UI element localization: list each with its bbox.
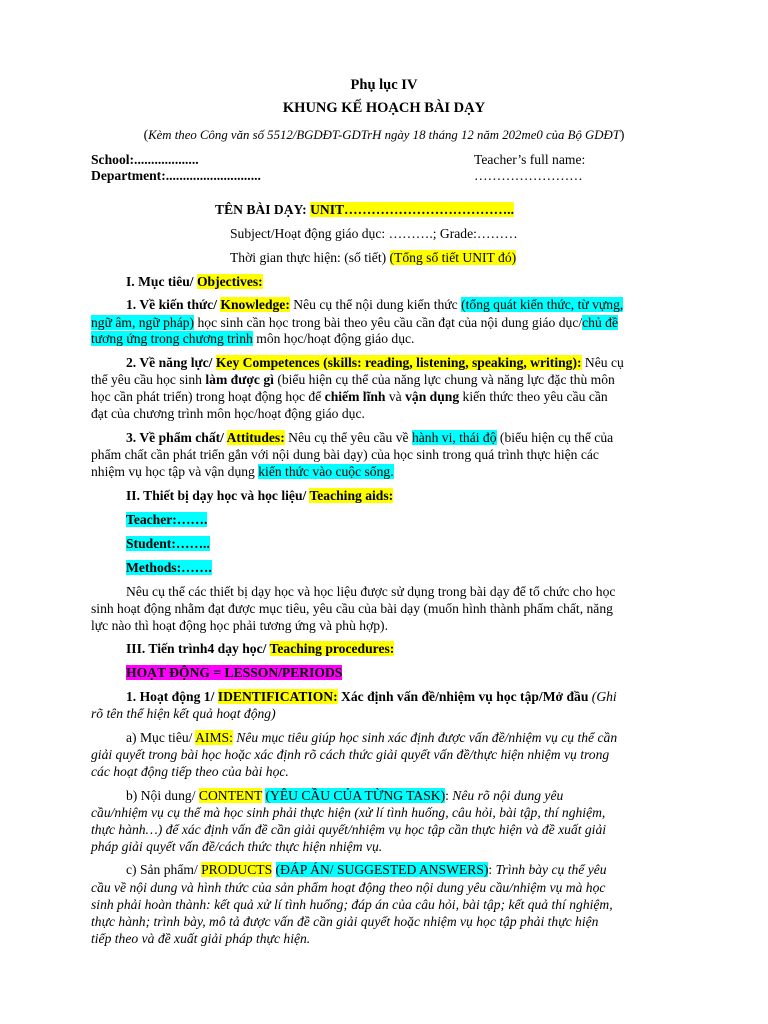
products-line-1: c) Sản phẩm/ PRODUCTS (ĐÁP ÁN/ SUGGESTED ANSWERS): Trình bày cụ thể yêu [126, 862, 607, 877]
school-field: School:................... [91, 152, 199, 167]
aims-line-3: các hoạt động tiếp theo của bài học. [91, 764, 289, 779]
competences-line-3: học cần phát triển) trong hoạt động học để chiếm lĩnh và vận dụng kiến thức theo yêu cầu cần [91, 389, 608, 404]
attitudes-line-1: 3. Về phẩm chất/ Attitudes: Nêu cụ thể yêu cầu về hành vi, thái độ (biểu hiện cụ thể của [126, 430, 614, 445]
attitudes-line-2: phẩm chất cần phát triển gắn với nội dung bài dạy) của học sinh trong quá trình thực hiện các [91, 447, 599, 462]
department-field: Department:............................ [91, 168, 261, 183]
activity1-line-2: rõ tên thể hiện kết quả hoạt động) [91, 706, 276, 721]
products-line-3: sinh phải hoàn thành: kết quả xử lí tình huống; đáp án của câu hỏi, bài tập; kết quả thí nghiệm, [91, 897, 613, 912]
products-line-2: cầu về nội dung và hình thức của sản phẩm hoạt động theo nội dung yêu cầu/nhiệm vụ mà học [91, 880, 606, 895]
teacher-name-label: Teacher’s full name: [474, 152, 586, 167]
knowledge-line-1: 1. Về kiến thức/ Knowledge: Nêu cụ thể nội dung kiến thức (tổng quát kiến thức, từ vựng, [126, 297, 624, 312]
content-line-2: cầu/nhiệm vụ cụ thể mà học sinh phải thực hiện (xử lí tình huống, câu hỏi, bài tập, thí nghiệm, [91, 805, 606, 820]
aids-desc-line-2: sinh hoạt động nhằm đạt được mục tiêu, yêu cầu của bài dạy (muốn hình thành phẩm chất, năng [91, 601, 613, 616]
section-teaching-aids: II. Thiết bị dạy học và học liệu/ Teaching aids: [126, 488, 394, 503]
content-line-1: b) Nội dung/ CONTENT (YÊU CẦU CỦA TỪNG TASK): Nêu rõ nội dung yêu [126, 788, 564, 803]
activity-periods-banner: HOẠT ĐỘNG = LESSON/PERIODS [126, 665, 343, 680]
aids-desc-line-1: Nêu cụ thể các thiết bị dạy học và học liệu được sử dụng trong bài dạy để tổ chức cho học [126, 584, 616, 599]
section-objectives: I. Mục tiêu/ Objectives: [126, 274, 263, 289]
products-line-5: tiếp theo và đề xuất giải pháp thực hiện. [91, 931, 311, 946]
aims-line-2: giải quyết trong bài học hoặc xác định rõ cách thức giải quyết vấn đề/thực hiện nhiệm vụ trong [91, 747, 610, 762]
aims-line-1: a) Mục tiêu/ AIMS: Nêu mục tiêu giúp học sinh xác định được vấn đề/nhiệm vụ cụ thể cần [126, 730, 618, 745]
knowledge-line-2: ngữ âm, ngữ pháp) học sinh cần học trong bài theo yêu cầu cần đạt của nội dung giáo dục/chủ đề [91, 315, 618, 330]
document-subtitle: (Kèm theo Công văn số 5512/BGDĐT-GDTrH ngày 18 tháng 12 năm 202me0 của Bộ GDĐT) [143, 127, 625, 142]
appendix-label: Phụ lục IV [350, 77, 418, 93]
content-line-3: thực hành…) để xác định vấn đề cần giải quyết/nhiệm vụ học tập cần thực hiện và đề xuất giải [91, 822, 607, 837]
attitudes-line-3: nhiệm vụ học tập và vận dụng kiến thức vào cuộc sống. [91, 464, 394, 479]
subject-grade-line: Subject/Hoạt động giáo dục: ……….; Grade:……… [230, 226, 518, 241]
competences-line-2: thể yêu cầu học sinh làm được gì (biểu hiện cụ thể của năng lực chung và năng lực đặc thù môn [91, 372, 615, 387]
content-line-4: pháp giải quyết vấn đề/cách thức thực hiện nhiệm vụ. [91, 839, 383, 854]
knowledge-line-3: tương ứng trong chương trình môn học/hoạt động giáo dục. [91, 331, 415, 346]
competences-line-1: 2. Về năng lực/ Key Competences (skills: reading, listening, speaking, writing): Nêu cụ [126, 355, 624, 370]
section-procedures: III. Tiến trình4 dạy học/ Teaching procedures: [126, 641, 395, 656]
teacher-aid: Teacher:……. [126, 512, 208, 527]
student-aid: Student:…….. [126, 536, 210, 551]
duration-line: Thời gian thực hiện: (số tiết) (Tổng số tiết UNIT đó) [230, 250, 517, 265]
lesson-name-heading: TÊN BÀI DẠY: UNIT……………………………….. [215, 202, 514, 217]
methods-aid: Methods:……. [126, 560, 212, 575]
competences-line-4: đạt của chương trình môn học/hoạt động giáo dục. [91, 406, 365, 421]
document-title: KHUNG KẾ HOẠCH BÀI DẠY [282, 100, 486, 116]
products-line-4: thực hành; trình bày, mô tả được vấn đề cần giải quyết hoặc nhiệm vụ học tập phải thực hiện [91, 914, 599, 929]
activity1-line-1: 1. Hoạt động 1/ IDENTIFICATION: Xác định vấn đề/nhiệm vụ học tập/Mở đầu (Ghi [126, 689, 617, 704]
aids-desc-line-3: lực nào thì hoạt động học phải tương ứng và phù hợp). [91, 618, 388, 633]
teacher-name-blank: …………………… [474, 168, 583, 183]
